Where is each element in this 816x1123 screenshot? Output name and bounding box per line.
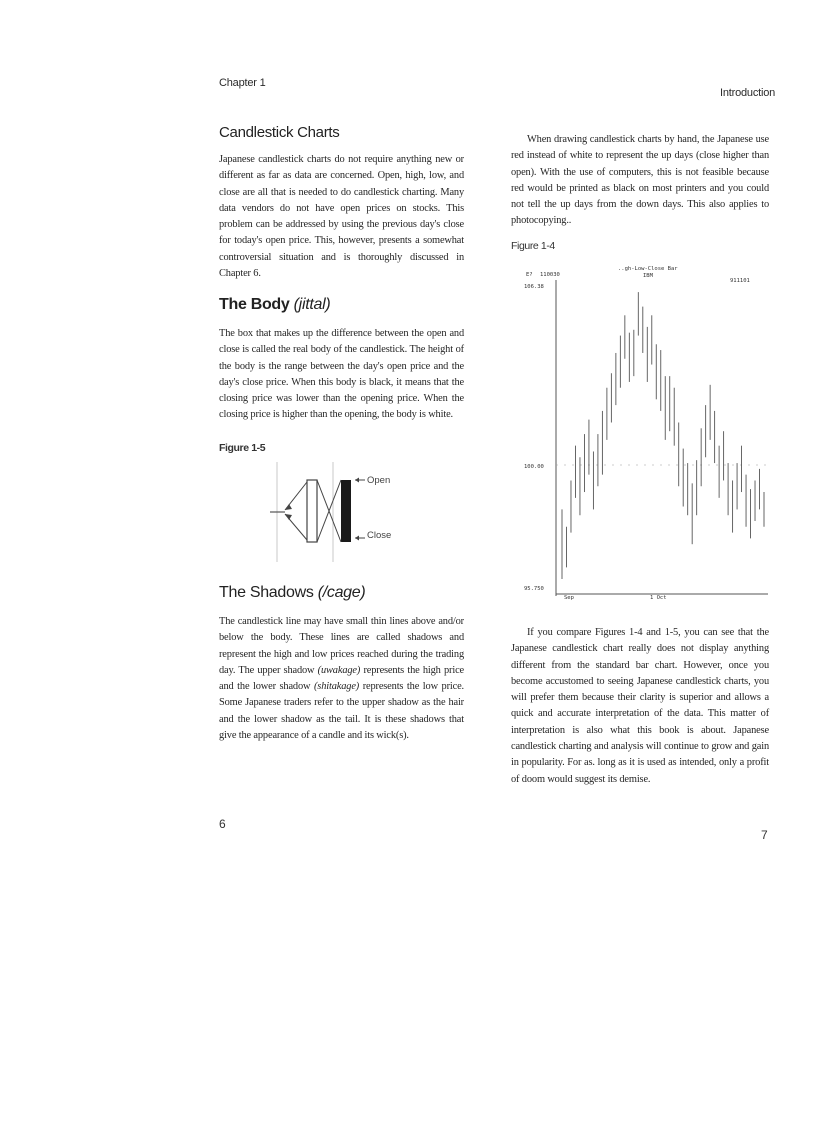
figure-1-4-label: Figure 1-4 bbox=[511, 240, 555, 252]
chart-subtitle: IBM bbox=[643, 273, 653, 279]
chart-code-left: E? bbox=[526, 272, 533, 278]
close-arrow-icon bbox=[355, 536, 359, 541]
section-title-the-shadows-main: The Shadows bbox=[219, 584, 314, 601]
y-tick-label-mid: 100.00 bbox=[524, 464, 544, 470]
arrowhead-up bbox=[285, 504, 292, 510]
right-page-header: Introduction bbox=[720, 87, 776, 99]
arrowhead-down bbox=[285, 514, 292, 520]
left-page-number: 6 bbox=[219, 817, 226, 831]
black-candle-body bbox=[341, 480, 351, 542]
y-tick-label-bottom: 95.750 bbox=[524, 586, 544, 592]
figure-1-5-diagram bbox=[255, 458, 405, 568]
left-page-header: Chapter 1 bbox=[219, 77, 266, 89]
chart-code-right: 911101 bbox=[730, 278, 750, 284]
paragraph-comparison: If you compare Figures 1-4 and 1-5, you can see that the Japanese candlestick chart really does not display anything different from the standard bar chart. However, once you become accustomed to seeing Japanese candlestick charts, you will prefer them because their clarity is superior and allows a quick and accurate interpretation of the data. This matter of interpretation is also what this book is about. Japanese candlestick charting and analysis will continue to grow and gain in popularity. For as. long as it is used as intended, only a profit of doom would suggest its demise. bbox=[511, 627, 769, 785]
figure-1-5-label: Figure 1-5 bbox=[219, 442, 266, 454]
white-candle-body bbox=[307, 480, 317, 542]
right-page-number: 7 bbox=[761, 828, 768, 842]
paragraph-the-shadows bbox=[219, 614, 464, 744]
section-title-the-body-main: The Body bbox=[219, 296, 290, 313]
section-title-the-body-italic: (jittal) bbox=[293, 296, 331, 313]
section-title-the-shadows bbox=[219, 584, 365, 602]
chart-title: ..gh-Low-Close Bar bbox=[618, 266, 678, 272]
open-label: Open bbox=[367, 475, 391, 486]
open-arrow-icon bbox=[355, 478, 359, 483]
x-tick-label-oct: 1 Oct bbox=[650, 595, 667, 600]
paragraph-the-body: The box that makes up the difference between the open and close is called the real body of the candlestick. The height of the body is the range between the day's open price and the day's close price. When this body is black, it means that the closing price was lower than the opening price. When the closing price is higher than the opening, the body is white. bbox=[219, 328, 464, 421]
shadows-term-uwakage: (uwakage) bbox=[317, 664, 361, 676]
x-tick-label-sep: Sep bbox=[564, 595, 574, 600]
paragraph-candlestick-charts: Japanese candlestick charts do not require anything new or different as far as data are concerned. Open, high, low, and close are all that is needed to do candlestick charting. Many data vendors do not have open prices on stocks. This problem can be addressed by using the previous day's close for today's open price. This, however, presents a somewhat controversial situation and is thoroughly discussed in Chapter 6. bbox=[219, 154, 464, 280]
bar-series bbox=[562, 292, 764, 579]
paragraph-hand-drawing: When drawing candlestick charts by hand, the Japanese use red instead of white to represent the up days (close higher than open). With the use of computers, this is not feasible because red would be printed as black on most printers and you could not tell the up days from the down days. This also applies to photocopying.. bbox=[511, 134, 769, 227]
y-tick-label-top: 106.38 bbox=[524, 284, 544, 290]
section-title-the-shadows-italic: (/cage) bbox=[317, 584, 366, 601]
shadows-text-2: represents the high price and the lower shadow bbox=[219, 664, 465, 693]
section-title-candlestick-charts: Candlestick Charts bbox=[219, 124, 340, 141]
close-label: Close bbox=[367, 530, 392, 541]
shadows-term-shitakage: (shitakage) bbox=[314, 681, 360, 693]
shadows-text-1: The candlestick line may have small thin lines above and/or below the body. These lines are called shadows and represent the high and low prices reached during the trading day. The upper shadow bbox=[219, 616, 464, 676]
chart-code-2: 110030 bbox=[540, 272, 560, 278]
figure-1-4-bar-chart bbox=[510, 260, 775, 600]
section-title-the-body bbox=[219, 296, 330, 314]
shadows-text-3: represents the low price. Some Japanese traders refer to the upper shadow as the hair and the lower shadow as the tail. It is these shadows that give the appearance of a candle and its wick(s). bbox=[219, 681, 464, 742]
